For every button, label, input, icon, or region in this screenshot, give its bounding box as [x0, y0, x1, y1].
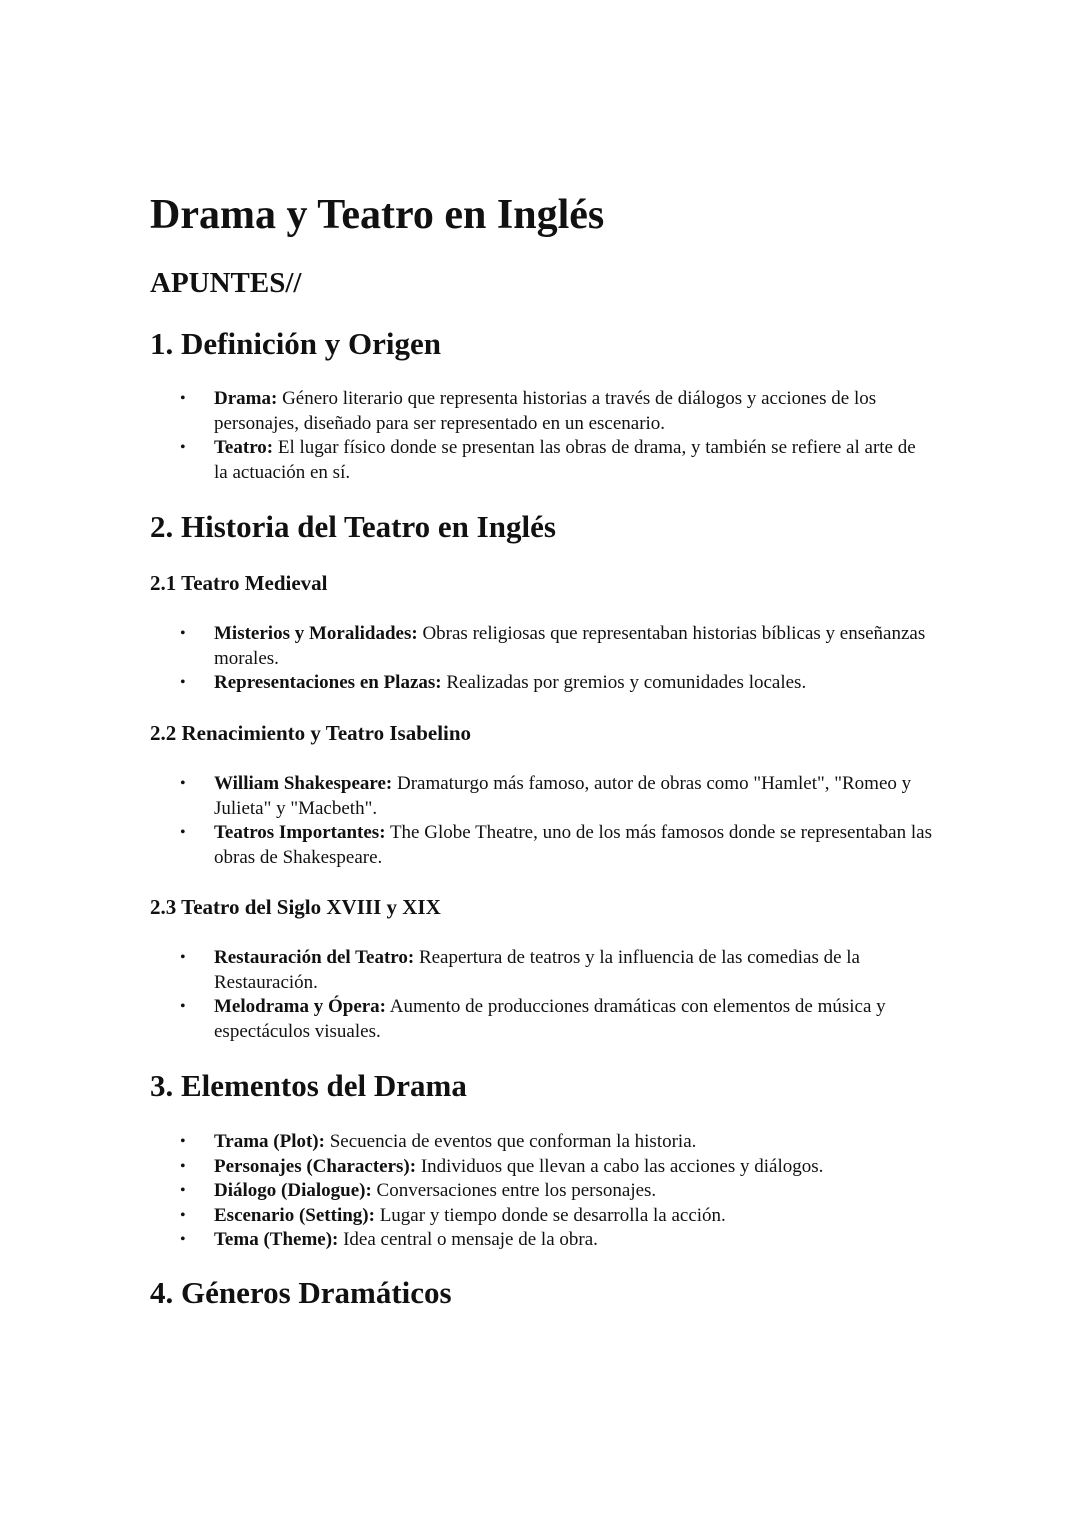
term-label: Trama (Plot):: [214, 1131, 325, 1152]
bullet-icon: •: [180, 390, 186, 407]
bullet-icon: •: [180, 824, 186, 841]
bullet-icon: •: [180, 674, 186, 691]
page-title: Drama y Teatro en Inglés: [150, 192, 605, 238]
term-label: Drama:: [214, 388, 278, 409]
term-label: Melodrama y Ópera:: [214, 996, 387, 1017]
bullet-icon: •: [180, 998, 186, 1015]
bullet-icon: •: [180, 1206, 186, 1224]
bullet-icon: •: [180, 439, 186, 456]
term-description: Realizadas por gremios y comunidades locales.: [441, 672, 807, 693]
list-item: [180, 995, 934, 1044]
bullet-icon: •: [180, 625, 186, 642]
bullet-icon: •: [180, 949, 186, 966]
term-label: Teatros Importantes:: [214, 822, 386, 843]
bullet-icon: •: [180, 1157, 186, 1175]
list-item: [180, 1204, 934, 1229]
term-description: The Globe Theatre, uno de los más famosos donde se representaban las obras de Shakespeare.: [214, 822, 932, 868]
list-item: [180, 622, 934, 671]
list-item: [180, 1179, 934, 1204]
medieval-list: [180, 622, 934, 696]
list-item: [180, 1228, 934, 1253]
term-description: Secuencia de eventos que conforman la historia.: [324, 1131, 697, 1152]
list-item: [180, 1155, 934, 1180]
bullet-icon: •: [180, 1231, 186, 1248]
subsection-heading-siglo: 2.3 Teatro del Siglo XVIII y XIX: [150, 895, 441, 919]
term-description: Lugar y tiempo donde se desarrolla la acción.: [374, 1204, 726, 1226]
page-subtitle: APUNTES//: [150, 267, 302, 299]
term-label: Tema (Theme):: [214, 1229, 339, 1250]
term-label: Diálogo (Dialogue):: [214, 1180, 372, 1201]
term-label: Misterios y Moralidades:: [214, 623, 418, 644]
section-heading-definicion: 1. Definición y Origen: [150, 326, 442, 361]
term-label: Teatro:: [214, 437, 274, 458]
elementos-list: [180, 1130, 934, 1253]
list-item: [180, 946, 934, 995]
term-description: Dramaturgo más famoso, autor de obras como "Hamlet", "Romeo y Julieta" y "Macbeth".: [214, 773, 912, 819]
term-label: Escenario (Setting):: [214, 1204, 375, 1226]
list-item: [180, 671, 934, 696]
term-description: Individuos que llevan a cabo las acciones y diálogos.: [416, 1155, 824, 1177]
subsection-heading-renacimiento: 2.2 Renacimiento y Teatro Isabelino: [150, 721, 472, 745]
term-description: Obras religiosas que representaban historias bíblicas y enseñanzas morales.: [214, 623, 926, 669]
bullet-icon: •: [180, 775, 186, 792]
definicion-list: [180, 387, 934, 485]
term-label: Personajes (Characters):: [214, 1155, 417, 1177]
term-description: Aumento de producciones dramáticas con elementos de música y espectáculos visuales.: [214, 996, 886, 1042]
list-item: [180, 772, 934, 821]
term-label: Restauración del Teatro:: [214, 947, 415, 968]
renacimiento-list: [180, 772, 934, 870]
section-heading-generos: 4. Géneros Dramáticos: [150, 1275, 452, 1310]
term-label: Representaciones en Plazas:: [214, 672, 442, 693]
section-heading-historia: 2. Historia del Teatro en Inglés: [150, 509, 556, 544]
term-description: Reapertura de teatros y la influencia de las comedias de la Restauración.: [214, 947, 860, 993]
bullet-icon: •: [180, 1133, 186, 1150]
subsection-heading-medieval: 2.1 Teatro Medieval: [150, 571, 328, 595]
list-item: [180, 436, 934, 485]
list-item: [180, 821, 934, 870]
section-heading-elementos: 3. Elementos del Drama: [150, 1068, 467, 1103]
term-label: William Shakespeare:: [214, 773, 393, 794]
term-description: Género literario que representa historias a través de diálogos y acciones de los personajes, diseñado para ser representado en un escenario.: [214, 388, 877, 434]
list-item: [180, 387, 934, 436]
list-item: [180, 1130, 934, 1155]
bullet-icon: •: [180, 1182, 186, 1199]
term-description: El lugar físico donde se presentan las obras de drama, y también se refiere al arte de la actuación en sí.: [214, 437, 916, 483]
term-description: Idea central o mensaje de la obra.: [338, 1229, 598, 1250]
siglo-list: [180, 946, 934, 1044]
term-description: Conversaciones entre los personajes.: [371, 1180, 657, 1201]
